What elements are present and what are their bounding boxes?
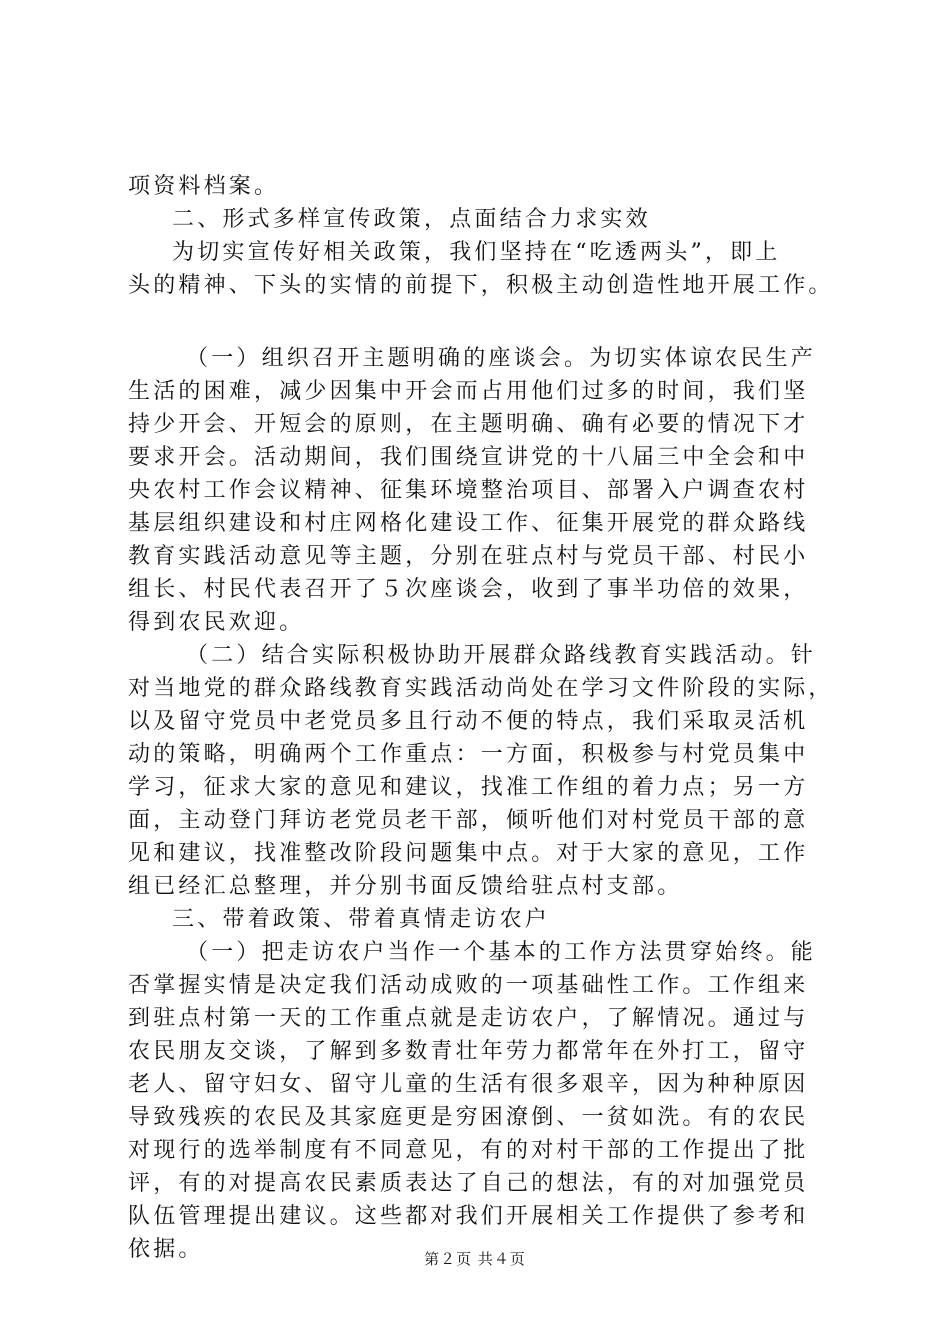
subsection-heading: （一）组织召开主题明确的座谈会。为切实体谅农民生产: [186, 346, 817, 371]
text-line: 否掌握实情是决定我们活动成败的一项基础性工作。工作组来: [128, 973, 809, 998]
document-body: [128, 170, 848, 1266]
subsection-heading: （二）结合实际积极协助开展群众路线教育实践活动。针: [186, 643, 817, 668]
text-line: 组长、村民代表召开了５次座谈会，收到了事半功倍的效果，: [128, 577, 809, 602]
text-line: 动的策略，明确两个工作重点：一方面，积极参与村党员集中: [128, 742, 809, 767]
text-line: 教育实践活动意见等主题，分别在驻点村与党员干部、村民小: [128, 544, 809, 569]
text-line: 央农村工作会议精神、征集环境整治项目、部署入户调查农村: [128, 478, 809, 503]
text-line: 基层组织建设和村庄网格化建设工作、征集开展党的群众路线: [128, 511, 809, 536]
text-line: 头的精神、下头的实情的前提下，积极主动创造性地开展工作。: [128, 273, 834, 298]
text-line: 为切实宣传好相关政策，我们坚持在“吃透两头”，即上: [172, 240, 781, 265]
text-line: 得到农民欢迎。: [128, 610, 305, 635]
text-line: 学习，征求大家的意见和建议，找准工作组的着力点；另一方: [128, 775, 809, 800]
text-line: 要求开会。活动期间，我们围绕宣讲党的十八届三中全会和中: [128, 445, 809, 470]
text-line: 持少开会、开短会的原则，在主题明确、确有必要的情况下才: [128, 412, 809, 437]
text-line: 面，主动登门拜访老党员老干部，倾听他们对村党员干部的意: [128, 808, 809, 833]
text-line: 导致残疾的农民及其家庭更是穷困潦倒、一贫如洗。有的农民: [128, 1105, 809, 1130]
text-line: 队伍管理提出建议。这些都对我们开展相关工作提供了参考和: [128, 1204, 809, 1229]
text-line: 项资料档案。: [128, 174, 280, 199]
text-line: 以及留守党员中老党员多且行动不便的特点，我们采取灵活机: [128, 709, 809, 734]
text-line: 生活的困难，减少因集中开会而占用他们过多的时间，我们坚: [128, 379, 809, 404]
subsection-heading: （一）把走访农户当作一个基本的工作方法贯穿始终。能: [186, 940, 817, 965]
paragraph-gap: [128, 302, 848, 342]
text-line: 对现行的选举制度有不同意见，有的对村干部的工作提出了批: [128, 1138, 809, 1163]
text-line: 农民朋友交谈，了解到多数青壮年劳力都常年在外打工，留守: [128, 1039, 809, 1064]
page-footer: 第２页 共４页: [424, 1250, 526, 1268]
text-line: 老人、留守妇女、留守儿童的生活有很多艰辛，因为种种原因: [128, 1072, 809, 1097]
text-line: 依据。: [128, 1237, 204, 1262]
section-heading-2: 二、形式多样宣传政策，点面结合力求实效: [172, 207, 651, 232]
text-line: 对当地党的群众路线教育实践活动尚处在学习文件阶段的实际，: [128, 676, 834, 701]
text-line: 组已经汇总整理，并分别书面反馈给驻点村支部。: [128, 874, 683, 899]
text-line: 评，有的对提高农民素质表达了自己的想法，有的对加强党员: [128, 1171, 809, 1196]
section-heading-3: 三、带着政策、带着真情走访农户: [172, 907, 551, 932]
text-line: 见和建议，找准整改阶段问题集中点。对于大家的意见，工作: [128, 841, 809, 866]
text-line: 到驻点村第一天的工作重点就是走访农户，了解情况。通过与: [128, 1006, 809, 1031]
